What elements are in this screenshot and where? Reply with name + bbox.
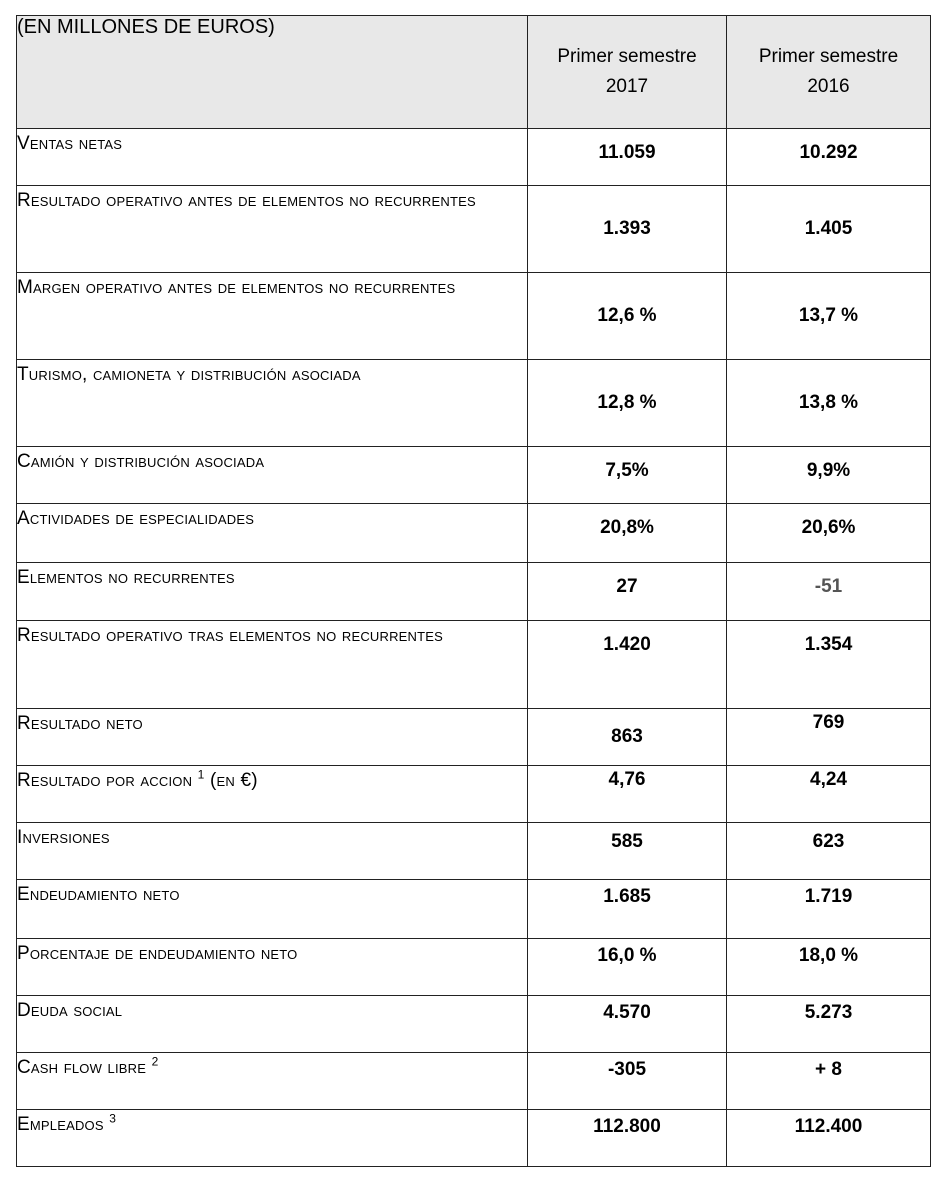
column-header-2016 — [727, 16, 931, 129]
row-label-text: Margen operativo antes de elementos no recurrentes — [17, 277, 456, 298]
column-header-2016-line2: 2016 — [807, 76, 850, 97]
value-2016: 9,9% — [727, 447, 931, 504]
value-2017: 20,8% — [528, 504, 727, 563]
table-row — [17, 880, 931, 939]
column-header-2017 — [528, 16, 727, 129]
row-label-suffix: (en €) — [210, 770, 258, 791]
value-2016: 769 — [727, 709, 931, 766]
value-2017: 16,0 % — [528, 939, 727, 996]
row-label — [17, 1110, 528, 1167]
value-2017: 863 — [528, 709, 727, 766]
row-label-text: Endeudamiento neto — [17, 884, 180, 905]
table-row — [17, 996, 931, 1053]
row-label-text: Elementos no recurrentes — [17, 567, 235, 588]
header-row — [17, 16, 931, 129]
value-2016: -51 — [727, 563, 931, 621]
value-2016: 10.292 — [727, 129, 931, 186]
table-row — [17, 129, 931, 186]
row-label-text: Deuda social — [17, 1000, 123, 1021]
row-label-text: Porcentaje de endeudamiento neto — [17, 943, 298, 964]
table-row — [17, 766, 931, 823]
row-label-text: Camión y distribución asociada — [17, 451, 265, 472]
table-row — [17, 939, 931, 996]
value-2016: 623 — [727, 823, 931, 880]
row-label — [17, 1053, 528, 1110]
column-header-2017-line2: 2017 — [605, 76, 649, 97]
value-2016: 18,0 % — [727, 939, 931, 996]
table-row — [17, 823, 931, 880]
financial-summary-table — [16, 15, 931, 1167]
unit-label: (EN MILLONES DE EUROS) — [17, 16, 275, 38]
value-2017: -305 — [528, 1053, 727, 1110]
value-2016: 5.273 — [727, 996, 931, 1053]
table-row — [17, 621, 931, 709]
table-row — [17, 273, 931, 360]
value-2017: 1.420 — [528, 621, 727, 709]
value-2017: 1.685 — [528, 880, 727, 939]
column-header-2016-line1: Primer semestre — [758, 46, 899, 67]
row-label — [17, 186, 528, 273]
row-label — [17, 766, 528, 823]
row-label-text: Cash flow libre — [17, 1057, 147, 1078]
unit-header — [17, 16, 528, 129]
row-label — [17, 360, 528, 447]
row-label — [17, 880, 528, 939]
value-2016: 1.719 — [727, 880, 931, 939]
footnote-marker: 1 — [197, 767, 205, 782]
row-label — [17, 939, 528, 996]
table-row — [17, 1110, 931, 1167]
value-2016: 112.400 — [727, 1110, 931, 1167]
row-label — [17, 447, 528, 504]
row-label-text: Turismo, camioneta y distribución asociada — [17, 364, 361, 385]
value-2016: + 8 — [727, 1053, 931, 1110]
row-label-text: Actividades de especialidades — [17, 508, 255, 529]
row-label-text: Empleados — [17, 1114, 104, 1135]
row-label — [17, 823, 528, 880]
row-label-text: Inversiones — [17, 827, 110, 848]
table-row — [17, 186, 931, 273]
value-2017: 12,8 % — [528, 360, 727, 447]
row-label — [17, 996, 528, 1053]
row-label-text: Resultado neto — [17, 713, 143, 734]
value-2016: 13,7 % — [727, 273, 931, 360]
value-2017: 7,5% — [528, 447, 727, 504]
value-2017: 12,6 % — [528, 273, 727, 360]
value-2016: 4,24 — [727, 766, 931, 823]
value-2017: 4.570 — [528, 996, 727, 1053]
row-label-text: Resultado operativo antes de elementos no recurrentes — [17, 190, 476, 211]
table-row — [17, 504, 931, 563]
row-label-text: Ventas netas — [17, 133, 123, 154]
table-row — [17, 563, 931, 621]
table-row — [17, 447, 931, 504]
row-label — [17, 621, 528, 709]
row-label — [17, 504, 528, 563]
footnote-marker: 3 — [109, 1111, 117, 1126]
value-2016: 20,6% — [727, 504, 931, 563]
value-2017: 585 — [528, 823, 727, 880]
row-label-text: Resultado operativo tras elementos no recurrentes — [17, 625, 444, 646]
row-label — [17, 709, 528, 766]
value-2016: 1.405 — [727, 186, 931, 273]
value-2016: 13,8 % — [727, 360, 931, 447]
footnote-marker: 2 — [151, 1054, 159, 1069]
row-label — [17, 563, 528, 621]
value-2016: 1.354 — [727, 621, 931, 709]
value-2017: 11.059 — [528, 129, 727, 186]
value-2017: 1.393 — [528, 186, 727, 273]
row-label-text: Resultado por accion — [17, 770, 193, 791]
table-row — [17, 709, 931, 766]
value-2017: 4,76 — [528, 766, 727, 823]
row-label — [17, 129, 528, 186]
table-row — [17, 1053, 931, 1110]
value-2017: 27 — [528, 563, 727, 621]
column-header-2017-line1: Primer semestre — [557, 46, 697, 67]
table-row — [17, 360, 931, 447]
row-label — [17, 273, 528, 360]
value-2017: 112.800 — [528, 1110, 727, 1167]
